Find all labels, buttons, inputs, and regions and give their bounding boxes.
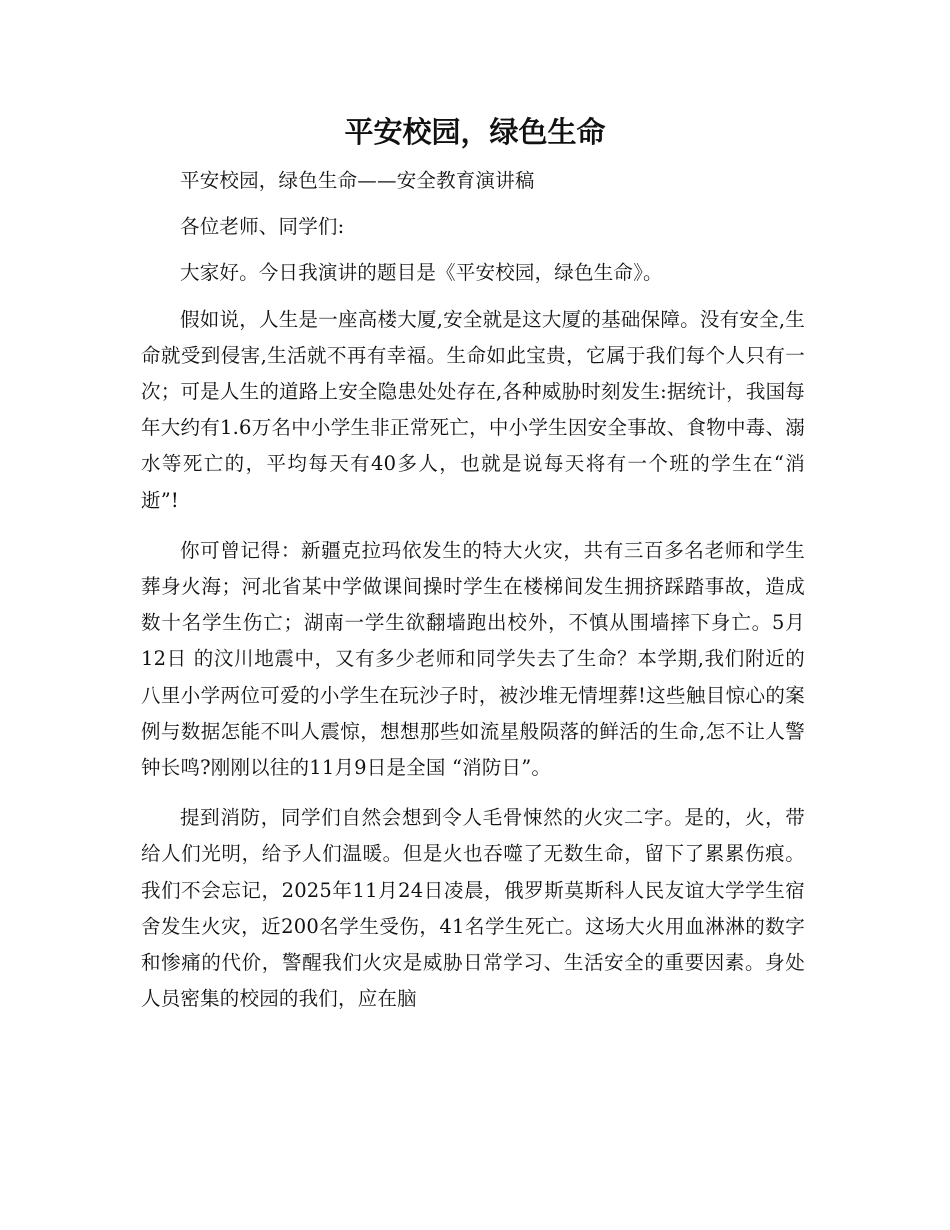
document-title: 平安校园，绿色生命 xyxy=(344,115,606,149)
subtitle-paragraph: 平安校园，绿色生命——安全教育演讲稿 xyxy=(180,169,535,192)
document-body xyxy=(141,163,805,1031)
body-paragraph: 提到消防，同学们自然会想到令人毛骨悚然的火灾二字。是的，火，带给人们光明，给予人们温暖。但是火也吞噬了无数生命，留下了累累伤痕。我们不会忘记，2025年11月24日凌晨，俄罗斯莫斯科人民友谊大学学生宿舍发生火灾，近200名学生受伤，41名学生死亡。这场大火用血淋淋的数字和惨痛的代价，警醒我们火灾是威胁日常学习、生活安全的重要因素。身处人员密集的校园的我们，应在脑 xyxy=(141,806,805,1011)
greeting-paragraph: 大家好。今日我演讲的题目是《平安校园，绿色生命》。 xyxy=(180,261,663,285)
body-paragraph: 你可曾记得：新疆克拉玛依发生的特大火灾，共有三百多名老师和学生葬身火海；河北省某中学做课间操时学生在楼梯间发生拥挤踩踏事故，造成数十名学生伤亡；湖南一学生欲翻墙跑出校外，不慎从围墙摔下身亡。5月12日 的汶川地震中，又有多少老师和同学失去了生命？本学期,我们附近的八里小学两位可爱的小学生在玩沙子时，被沙堆无情埋葬!这些触目惊心的案例与数据怎能不叫人震惊，想想那些如流星般陨落的鲜活的生命,怎不让人警钟长鸣?刚刚以往的11月9日是全国 “消防日”。 xyxy=(141,538,805,780)
salutation-paragraph: 各位老师、同学们: xyxy=(180,215,345,239)
body-paragraph: 假如说，人生是一座高楼大厦,安全就是这大厦的基础保障。没有安全,生命就受到侵害,生活就不再有幸福。生命如此宝贵，它属于我们每个人只有一次；可是人生的道路上安全隐患处处存在,各种威胁时刻发生:据统计，我国每年大约有1.6万名中小学生非正常死亡，中小学生因安全事故、食物中毒、溺水等死亡的，平均每天有40多人，也就是说每天将有一个班的学生在“消逝”! xyxy=(141,307,805,512)
